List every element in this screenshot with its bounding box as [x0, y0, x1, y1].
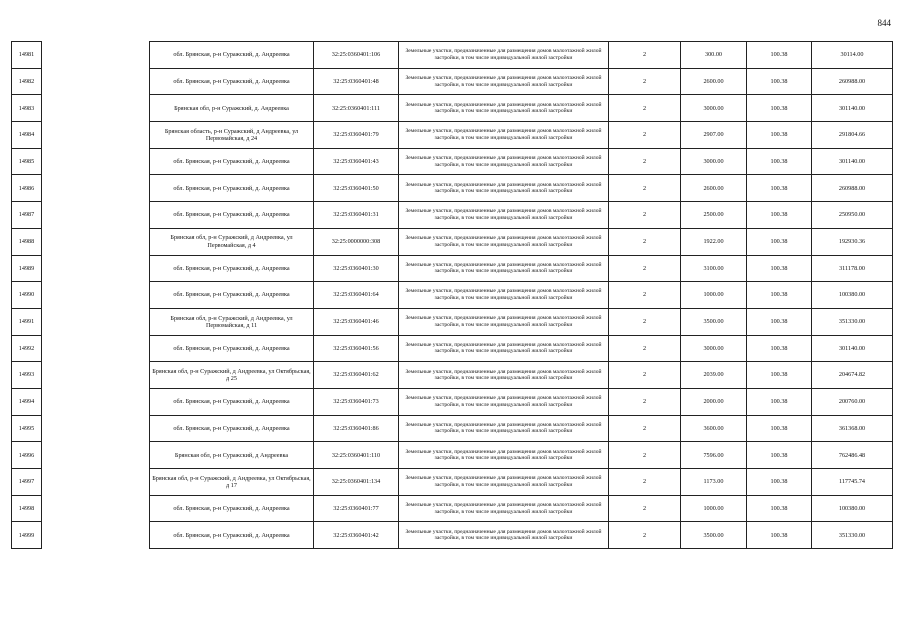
cell-address: Брянская обл, р-н Суражский, д Андреевка, ул Октябрьская, д 25	[150, 362, 314, 389]
cell-purpose: Земельные участки, предназначенные для размещения домов малоэтажной жилой застройки, в том числе индивидуальной жилой застройки	[399, 308, 609, 335]
cell-id: 14989	[12, 255, 42, 282]
cell-cadastral-number: 32:25:0360401:56	[314, 335, 399, 362]
cell-group: 2	[609, 42, 681, 69]
cell-cadastral-number: 32:25:0360401:86	[314, 415, 399, 442]
cell-area: 2600.00	[681, 175, 747, 202]
table-row	[12, 308, 893, 335]
cell-area: 3100.00	[681, 255, 747, 282]
cell-area: 3500.00	[681, 308, 747, 335]
cell-area: 1173.00	[681, 469, 747, 496]
cell-gap	[42, 308, 150, 335]
cell-area: 3000.00	[681, 335, 747, 362]
cell-area: 2500.00	[681, 202, 747, 229]
cell-purpose: Земельные участки, предназначенные для размещения домов малоэтажной жилой застройки, в том числе индивидуальной жилой застройки	[399, 335, 609, 362]
cell-area: 3000.00	[681, 95, 747, 122]
cell-id: 14999	[12, 522, 42, 549]
cell-group: 2	[609, 148, 681, 175]
cell-cadastral-value: 30114.00	[812, 42, 893, 69]
cell-id: 14983	[12, 95, 42, 122]
cell-cadastral-number: 32:25:0360401:42	[314, 522, 399, 549]
cell-cadastral-value: 100380.00	[812, 495, 893, 522]
cell-gap	[42, 415, 150, 442]
cell-rate: 100.38	[747, 522, 812, 549]
table-row	[12, 335, 893, 362]
cell-purpose: Земельные участки, предназначенные для размещения домов малоэтажной жилой застройки, в том числе индивидуальной жилой застройки	[399, 175, 609, 202]
cell-rate: 100.38	[747, 68, 812, 95]
table-row	[12, 255, 893, 282]
cell-cadastral-value: 117745.74	[812, 469, 893, 496]
cell-cadastral-number: 32:25:0360401:30	[314, 255, 399, 282]
cell-group: 2	[609, 122, 681, 149]
cell-address: Брянская обл, р-н Суражский, д. Андреевка	[150, 95, 314, 122]
cell-group: 2	[609, 95, 681, 122]
cell-address: обл. Брянская, р-н Суражский, д. Андреевка	[150, 522, 314, 549]
cell-rate: 100.38	[747, 148, 812, 175]
cell-cadastral-value: 301140.00	[812, 95, 893, 122]
cell-gap	[42, 42, 150, 69]
cell-cadastral-number: 32:25:0360401:73	[314, 388, 399, 415]
cell-id: 14982	[12, 68, 42, 95]
cell-id: 14984	[12, 122, 42, 149]
cell-id: 14994	[12, 388, 42, 415]
cell-cadastral-value: 260988.00	[812, 175, 893, 202]
cell-address: обл. Брянская, р-н Суражский, д. Андреевка	[150, 415, 314, 442]
cell-rate: 100.38	[747, 255, 812, 282]
cell-group: 2	[609, 388, 681, 415]
cell-rate: 100.38	[747, 442, 812, 469]
cell-rate: 100.38	[747, 42, 812, 69]
cell-cadastral-number: 32:25:0360401:43	[314, 148, 399, 175]
cell-rate: 100.38	[747, 95, 812, 122]
cell-id: 14998	[12, 495, 42, 522]
cell-gap	[42, 148, 150, 175]
cell-gap	[42, 95, 150, 122]
cell-cadastral-number: 32:25:0360401:31	[314, 202, 399, 229]
cell-id: 14995	[12, 415, 42, 442]
cell-cadastral-value: 301140.00	[812, 335, 893, 362]
cell-address: обл. Брянская, р-н Суражский, д. Андреевка	[150, 175, 314, 202]
cell-cadastral-value: 200760.00	[812, 388, 893, 415]
cell-purpose: Земельные участки, предназначенные для размещения домов малоэтажной жилой застройки, в том числе индивидуальной жилой застройки	[399, 495, 609, 522]
table-row	[12, 415, 893, 442]
cell-area: 7596.00	[681, 442, 747, 469]
cell-group: 2	[609, 415, 681, 442]
cell-area: 300.00	[681, 42, 747, 69]
cell-cadastral-value: 260988.00	[812, 68, 893, 95]
cell-address: обл. Брянская, р-н Суражский, д. Андреевка	[150, 255, 314, 282]
cell-rate: 100.38	[747, 388, 812, 415]
cell-gap	[42, 255, 150, 282]
cell-purpose: Земельные участки, предназначенные для размещения домов малоэтажной жилой застройки, в том числе индивидуальной жилой застройки	[399, 522, 609, 549]
cell-gap	[42, 388, 150, 415]
cell-address: обл. Брянская, р-н Суражский, д. Андреевка	[150, 282, 314, 309]
cell-rate: 100.38	[747, 175, 812, 202]
cell-rate: 100.38	[747, 282, 812, 309]
table-row	[12, 388, 893, 415]
cell-area: 1922.00	[681, 228, 747, 255]
cell-area: 3600.00	[681, 415, 747, 442]
table-row	[12, 282, 893, 309]
cell-gap	[42, 522, 150, 549]
cell-address: обл. Брянская, р-н Суражский, д. Андреевка	[150, 335, 314, 362]
cell-area: 3000.00	[681, 148, 747, 175]
table-row	[12, 175, 893, 202]
cell-id: 14986	[12, 175, 42, 202]
cell-cadastral-value: 192930.36	[812, 228, 893, 255]
cell-address: обл. Брянская, р-н Суражский, д. Андреевка	[150, 68, 314, 95]
table-row	[12, 442, 893, 469]
cell-address: обл. Брянская, р-н Суражский, д. Андреевка	[150, 148, 314, 175]
cell-id: 14988	[12, 228, 42, 255]
cell-cadastral-number: 32:25:0000000:308	[314, 228, 399, 255]
cell-purpose: Земельные участки, предназначенные для размещения домов малоэтажной жилой застройки, в том числе индивидуальной жилой застройки	[399, 148, 609, 175]
cell-gap	[42, 362, 150, 389]
cell-gap	[42, 442, 150, 469]
cell-purpose: Земельные участки, предназначенные для размещения домов малоэтажной жилой застройки, в том числе индивидуальной жилой застройки	[399, 122, 609, 149]
cell-address: Брянская обл, р-н Суражский, д Андреевка	[150, 442, 314, 469]
cell-gap	[42, 495, 150, 522]
cell-cadastral-value: 250950.00	[812, 202, 893, 229]
table-row	[12, 68, 893, 95]
cell-id: 14996	[12, 442, 42, 469]
page-number: 844	[877, 18, 891, 28]
table-body	[12, 42, 893, 549]
cell-cadastral-number: 32:25:0360401:110	[314, 442, 399, 469]
cell-rate: 100.38	[747, 228, 812, 255]
cell-gap	[42, 228, 150, 255]
cell-address: Брянская область, р-н Суражский, д Андреевка, ул Первомайская, д 24	[150, 122, 314, 149]
cell-purpose: Земельные участки, предназначенные для размещения домов малоэтажной жилой застройки, в том числе индивидуальной жилой застройки	[399, 362, 609, 389]
table-row	[12, 148, 893, 175]
cell-cadastral-number: 32:25:0360401:79	[314, 122, 399, 149]
cell-cadastral-number: 32:25:0360401:77	[314, 495, 399, 522]
cell-area: 3500.00	[681, 522, 747, 549]
cell-gap	[42, 68, 150, 95]
cell-cadastral-value: 351330.00	[812, 308, 893, 335]
cell-cadastral-value: 204674.82	[812, 362, 893, 389]
cell-address: Брянская обл, р-н Суражский, д Андреевка, ул Первомайская, д 11	[150, 308, 314, 335]
table-row	[12, 42, 893, 69]
cell-group: 2	[609, 228, 681, 255]
cell-rate: 100.38	[747, 469, 812, 496]
cell-cadastral-number: 32:25:0360401:106	[314, 42, 399, 69]
cell-cadastral-number: 32:25:0360401:111	[314, 95, 399, 122]
cell-area: 2000.00	[681, 388, 747, 415]
cell-rate: 100.38	[747, 362, 812, 389]
cell-cadastral-value: 301140.00	[812, 148, 893, 175]
cell-id: 14992	[12, 335, 42, 362]
cell-rate: 100.38	[747, 335, 812, 362]
cell-area: 1000.00	[681, 495, 747, 522]
cell-purpose: Земельные участки, предназначенные для размещения домов малоэтажной жилой застройки, в том числе индивидуальной жилой застройки	[399, 282, 609, 309]
cell-id: 14987	[12, 202, 42, 229]
table-row	[12, 469, 893, 496]
cell-purpose: Земельные участки, предназначенные для размещения домов малоэтажной жилой застройки, в том числе индивидуальной жилой застройки	[399, 469, 609, 496]
cell-area: 2039.00	[681, 362, 747, 389]
cell-purpose: Земельные участки, предназначенные для размещения домов малоэтажной жилой застройки, в том числе индивидуальной жилой застройки	[399, 202, 609, 229]
cell-id: 14985	[12, 148, 42, 175]
table-row	[12, 522, 893, 549]
cell-cadastral-value: 351330.00	[812, 522, 893, 549]
cell-gap	[42, 282, 150, 309]
cell-group: 2	[609, 442, 681, 469]
table-row	[12, 228, 893, 255]
cell-address: Брянская обл, р-н Суражский, д Андреевка, ул Первомайская, д 4	[150, 228, 314, 255]
cell-id: 14990	[12, 282, 42, 309]
cell-group: 2	[609, 495, 681, 522]
cell-cadastral-value: 762486.48	[812, 442, 893, 469]
table-row	[12, 362, 893, 389]
table-row	[12, 95, 893, 122]
cell-rate: 100.38	[747, 308, 812, 335]
cell-address: Брянская обл, р-н Суражский, д Андреевка, ул Октябрьская, д 17	[150, 469, 314, 496]
table-row	[12, 202, 893, 229]
cell-address: обл. Брянская, р-н Суражский, д. Андреевка	[150, 202, 314, 229]
cell-rate: 100.38	[747, 415, 812, 442]
cell-address: обл. Брянская, р-н Суражский, д. Андреевка	[150, 42, 314, 69]
cell-cadastral-number: 32:25:0360401:134	[314, 469, 399, 496]
cell-cadastral-number: 32:25:0360401:48	[314, 68, 399, 95]
cell-purpose: Земельные участки, предназначенные для размещения домов малоэтажной жилой застройки, в том числе индивидуальной жилой застройки	[399, 68, 609, 95]
cell-purpose: Земельные участки, предназначенные для размещения домов малоэтажной жилой застройки, в том числе индивидуальной жилой застройки	[399, 95, 609, 122]
cell-purpose: Земельные участки, предназначенные для размещения домов малоэтажной жилой застройки, в том числе индивидуальной жилой застройки	[399, 415, 609, 442]
cadastral-table	[11, 41, 893, 549]
table-row	[12, 495, 893, 522]
cell-cadastral-number: 32:25:0360401:50	[314, 175, 399, 202]
cell-id: 14997	[12, 469, 42, 496]
cell-area: 1000.00	[681, 282, 747, 309]
cell-id: 14993	[12, 362, 42, 389]
cell-gap	[42, 469, 150, 496]
cell-group: 2	[609, 469, 681, 496]
cell-group: 2	[609, 362, 681, 389]
cell-group: 2	[609, 175, 681, 202]
cell-gap	[42, 202, 150, 229]
cell-group: 2	[609, 522, 681, 549]
cell-cadastral-value: 361368.00	[812, 415, 893, 442]
cell-rate: 100.38	[747, 122, 812, 149]
cell-address: обл. Брянская, р-н Суражский, д. Андреевка	[150, 388, 314, 415]
cell-purpose: Земельные участки, предназначенные для размещения домов малоэтажной жилой застройки, в том числе индивидуальной жилой застройки	[399, 255, 609, 282]
cell-cadastral-number: 32:25:0360401:46	[314, 308, 399, 335]
cell-group: 2	[609, 282, 681, 309]
cell-group: 2	[609, 68, 681, 95]
cell-purpose: Земельные участки, предназначенные для размещения домов малоэтажной жилой застройки, в том числе индивидуальной жилой застройки	[399, 388, 609, 415]
cell-rate: 100.38	[747, 202, 812, 229]
cell-purpose: Земельные участки, предназначенные для размещения домов малоэтажной жилой застройки, в том числе индивидуальной жилой застройки	[399, 442, 609, 469]
cell-group: 2	[609, 202, 681, 229]
cell-gap	[42, 335, 150, 362]
cell-cadastral-value: 100380.00	[812, 282, 893, 309]
cell-group: 2	[609, 255, 681, 282]
cell-group: 2	[609, 308, 681, 335]
cell-area: 2600.00	[681, 68, 747, 95]
cell-rate: 100.38	[747, 495, 812, 522]
cell-id: 14981	[12, 42, 42, 69]
cell-area: 2907.00	[681, 122, 747, 149]
cell-gap	[42, 122, 150, 149]
cell-cadastral-value: 311178.00	[812, 255, 893, 282]
cell-purpose: Земельные участки, предназначенные для размещения домов малоэтажной жилой застройки, в том числе индивидуальной жилой застройки	[399, 42, 609, 69]
cell-group: 2	[609, 335, 681, 362]
cell-cadastral-number: 32:25:0360401:64	[314, 282, 399, 309]
cell-cadastral-value: 291804.66	[812, 122, 893, 149]
cell-address: обл. Брянская, р-н Суражский, д. Андреевка	[150, 495, 314, 522]
cell-id: 14991	[12, 308, 42, 335]
table-row	[12, 122, 893, 149]
cell-purpose: Земельные участки, предназначенные для размещения домов малоэтажной жилой застройки, в том числе индивидуальной жилой застройки	[399, 228, 609, 255]
cell-cadastral-number: 32:25:0360401:62	[314, 362, 399, 389]
cell-gap	[42, 175, 150, 202]
